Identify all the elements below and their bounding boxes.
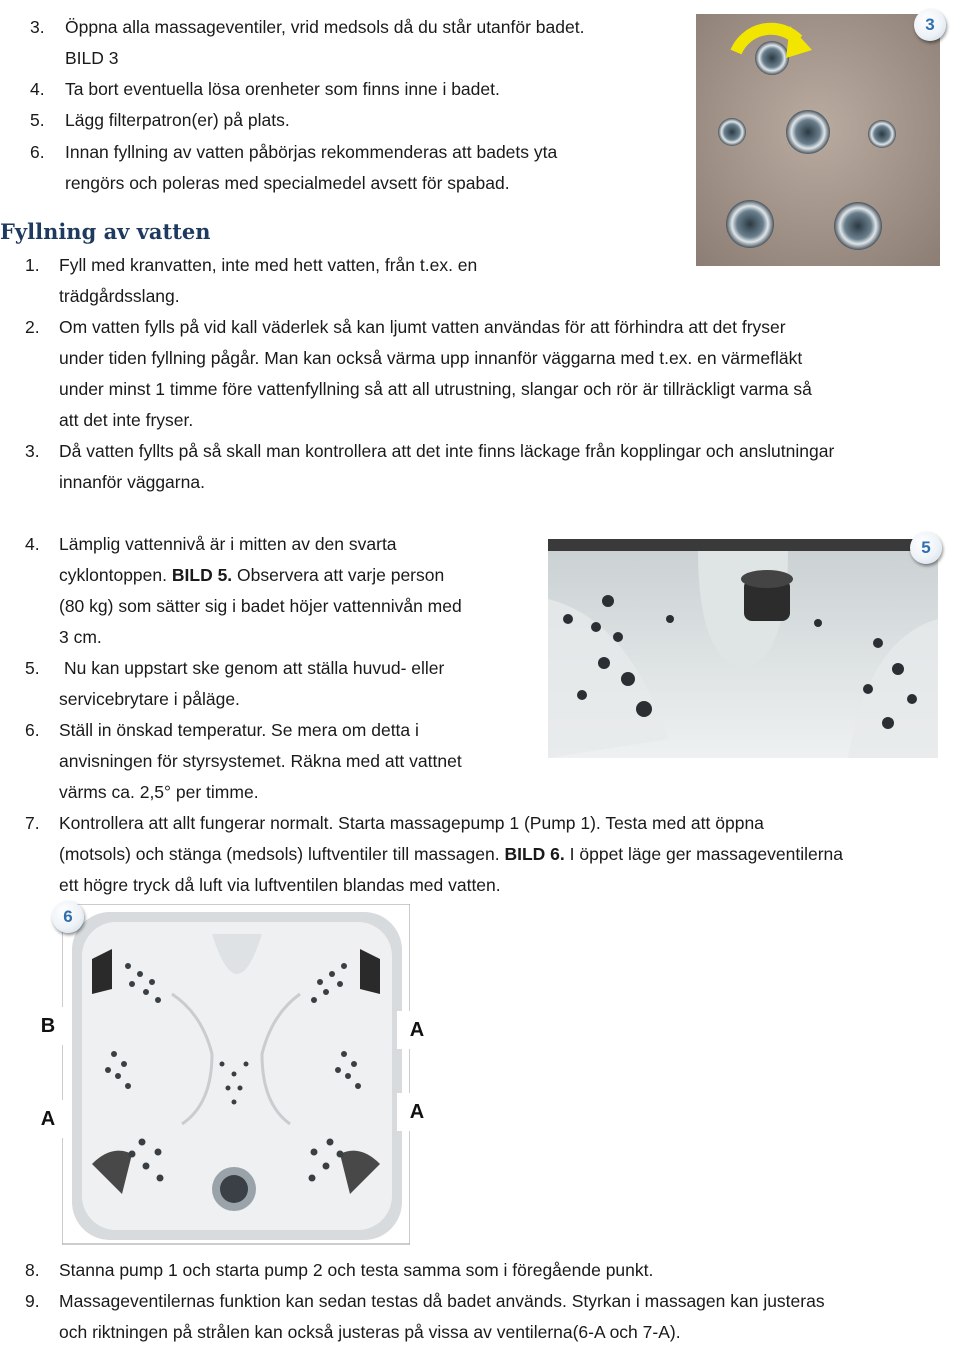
bild-6-ref: BILD 6. (504, 844, 565, 864)
figure-6-badge: 6 (52, 901, 84, 933)
fill-item-9-number: 9. (25, 1291, 40, 1311)
item-3-text: BILD 3 (65, 48, 119, 68)
figure-6-label-b: B (28, 1007, 68, 1045)
fill-item-4-text: cyklontoppen. (59, 565, 167, 585)
item-6-number: 6. (30, 142, 45, 162)
fill-item-5-number: 5. (25, 658, 40, 678)
item-6-text: Innan fyllning av vatten påbörjas rekommenderas att badets yta (65, 142, 558, 162)
fill-item-2-number: 2. (25, 317, 40, 337)
item-3-number: 3. (30, 17, 45, 37)
fill-item-7-text: ett högre tryck då luft via luftventilen blandas med vatten. (59, 875, 501, 895)
fill-item-9-text: Massageventilernas funktion kan sedan testas då badet används. Styrkan i massagen kan justeras (59, 1291, 825, 1311)
fill-item-7-text: Kontrollera att allt fungerar normalt. Starta massagepump 1 (Pump 1). Testa med att öppna (59, 813, 764, 833)
fill-item-7-number: 7. (25, 813, 40, 833)
fill-item-7-text: (motsols) och stänga (medsols) luftventiler till massagen. (59, 844, 500, 864)
fill-item-2-text: under tiden fyllning pågår. Man kan också värma upp innanför väggarna med t.ex. en värmefläkt (59, 348, 803, 368)
fill-item-1-text: Fyll med kranvatten, inte med hett vatten, från t.ex. en (59, 255, 478, 275)
fill-item-2-text: Om vatten fylls på vid kall väderlek så kan ljumt vatten användas för att förhindra att det fryser (59, 317, 786, 337)
fill-item-4-text: Observera att varje person (237, 565, 445, 585)
figure-6-label-a: A (28, 1100, 68, 1138)
figure-6-spa-top-view (62, 904, 410, 1248)
fill-item-5-text: Nu kan uppstart ske genom att ställa huvud- eller (64, 658, 445, 678)
fill-item-3-text: innanför väggarna. (59, 472, 205, 492)
item-4-number: 4. (30, 79, 45, 99)
figure-6-label-a: A (397, 1011, 437, 1049)
fill-item-4-text: Lämplig vattennivå är i mitten av den svarta (59, 534, 397, 554)
fill-item-1-text: trädgårdsslang. (59, 286, 180, 306)
fill-item-4-text: 3 cm. (59, 627, 102, 647)
fill-item-6-text: anvisningen för styrsystemet. Räkna med att vattnet (59, 751, 462, 771)
fill-item-5-text: servicebrytare i påläge. (59, 689, 240, 709)
fill-item-4-number: 4. (25, 534, 40, 554)
fill-item-2-text: att det inte fryser. (59, 410, 194, 430)
fill-item-9-text: och riktningen på strålen kan också justeras på vissa av ventilerna(6-A och 7-A). (59, 1322, 681, 1342)
section-heading: Fyllning av vatten (0, 219, 211, 244)
fill-item-2-text: under minst 1 timme före vattenfyllning så att all utrustning, slangar och rör är tillräckligt varma så (59, 379, 812, 399)
item-5-number: 5. (30, 110, 45, 130)
fill-item-4-text: (80 kg) som sätter sig i badet höjer vattennivån med (59, 596, 462, 616)
fill-item-8-number: 8. (25, 1260, 40, 1280)
figure-3-jets-photo (696, 14, 940, 266)
figure-3-badge: 3 (914, 9, 946, 41)
item-3-text: Öppna alla massageventiler, vrid medsols då du står utanför badet. (65, 17, 585, 37)
item-5-text: Lägg filterpatron(er) på plats. (65, 110, 290, 130)
bild-5-ref: BILD 5. (171, 565, 233, 585)
fill-item-6-text: Ställ in önskad temperatur. Se mera om detta i (59, 720, 419, 740)
fill-item-3-number: 3. (25, 441, 40, 461)
fill-item-7-text (59, 843, 843, 865)
fill-item-1-number: 1. (25, 255, 40, 275)
fill-item-3-text: Då vatten fyllts på så skall man kontrollera att det inte finns läckage från kopplingar och anslutningar (59, 441, 835, 461)
fill-item-4-text (59, 564, 444, 586)
fill-item-6-text: värms ca. 2,5° per timme. (59, 782, 259, 802)
item-6-text: rengörs och poleras med specialmedel avsett för spabad. (65, 173, 510, 193)
fill-item-6-number: 6. (25, 720, 40, 740)
figure-5-spa-photo (548, 539, 938, 758)
item-4-text: Ta bort eventuella lösa orenheter som finns inne i badet. (65, 79, 500, 99)
fill-item-8-text: Stanna pump 1 och starta pump 2 och testa samma som i föregående punkt. (59, 1260, 654, 1280)
figure-5-badge: 5 (910, 532, 942, 564)
figure-6-label-a: A (397, 1093, 437, 1131)
fill-item-7-text: I öppet läge ger massageventilerna (569, 844, 844, 864)
